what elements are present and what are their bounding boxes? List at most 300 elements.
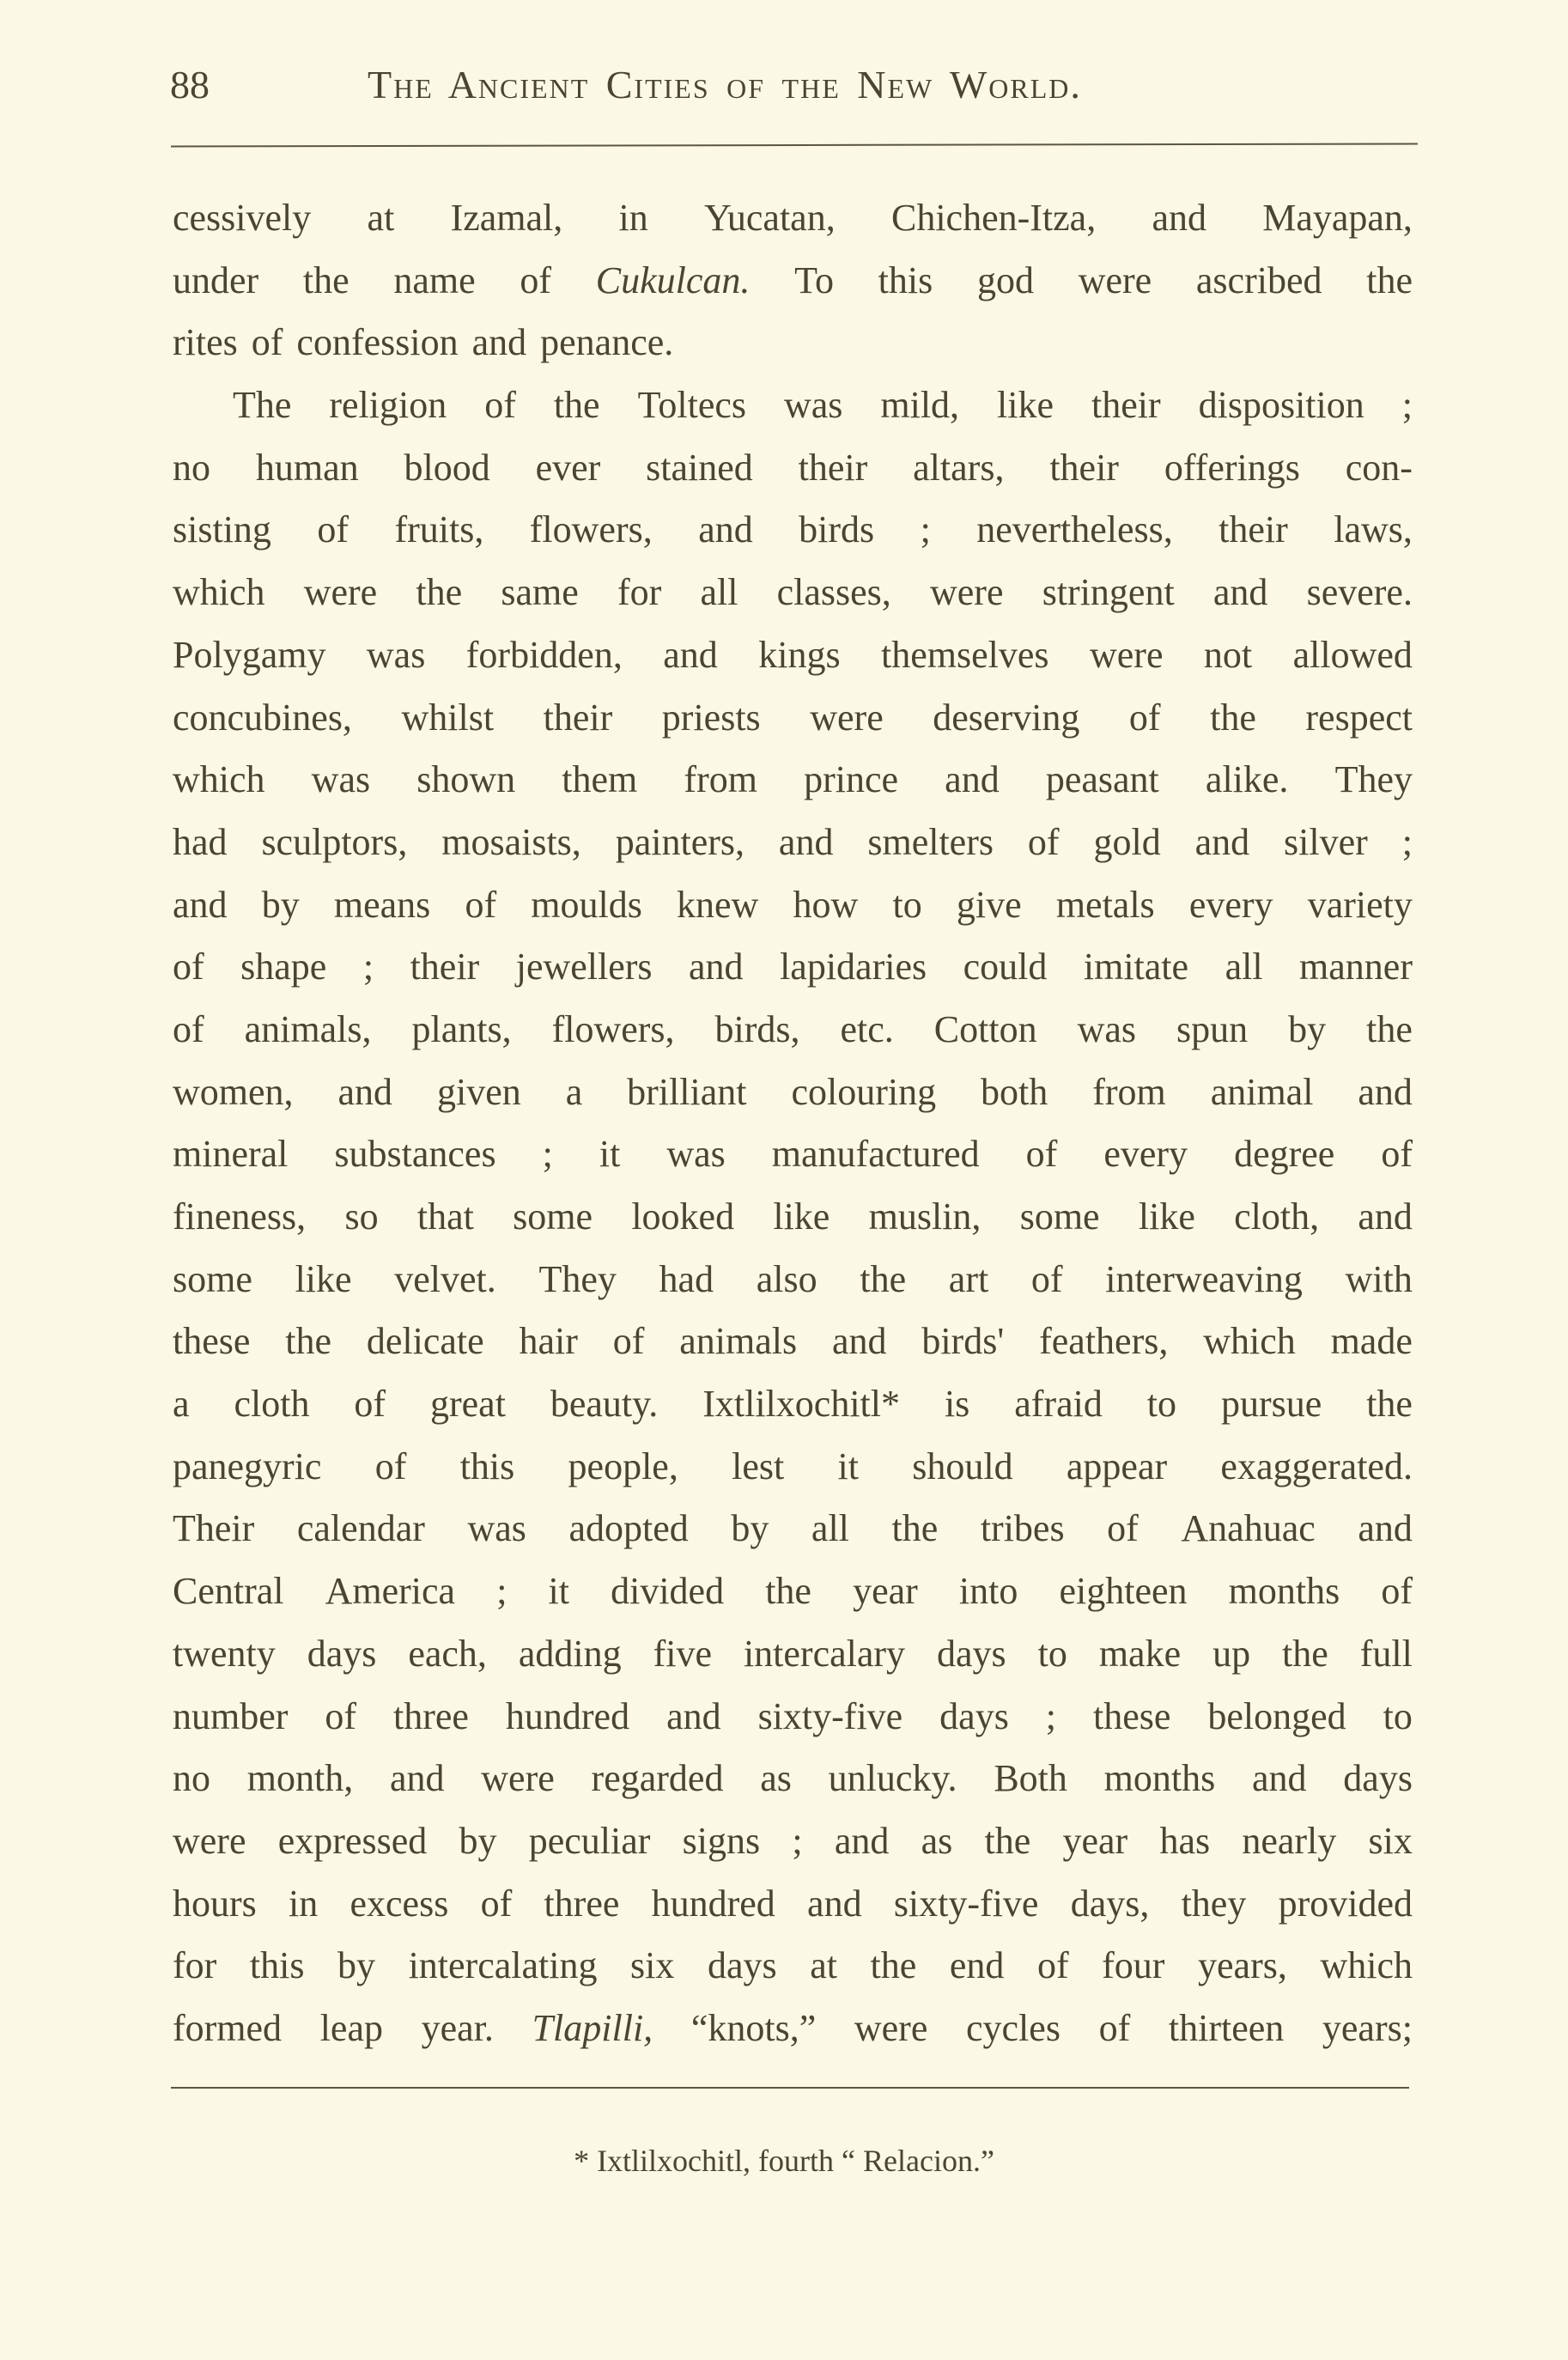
text-line — [173, 2001, 1413, 2064]
word: into — [958, 1570, 1018, 1613]
word: full — [1359, 1632, 1413, 1675]
word: this — [878, 259, 933, 301]
word: imitate — [1083, 946, 1189, 988]
word: Chichen-Itza, — [890, 197, 1097, 239]
word: year. — [421, 2006, 494, 2049]
word: give — [956, 883, 1022, 926]
word: ; — [1401, 820, 1413, 863]
word: the — [1366, 1383, 1413, 1426]
text-line — [173, 940, 1413, 1002]
word: of — [251, 321, 283, 364]
word: ; — [542, 1133, 553, 1176]
word: degree — [1234, 1133, 1335, 1176]
word: and — [1152, 197, 1206, 239]
word: deserving — [933, 696, 1080, 739]
word: three — [544, 1882, 620, 1925]
word: them — [562, 758, 638, 801]
word: laws, — [1334, 508, 1413, 551]
word: number — [173, 1694, 289, 1737]
word: up — [1212, 1632, 1251, 1675]
word: it — [548, 1570, 569, 1613]
word: con- — [1345, 446, 1413, 489]
word: disposition — [1198, 384, 1364, 427]
word: ascribed — [1195, 259, 1322, 301]
word: smelters — [867, 820, 994, 863]
word: to — [892, 883, 922, 926]
word: and — [1252, 1757, 1307, 1800]
word: art — [948, 1257, 989, 1300]
word: gold — [1093, 820, 1161, 863]
word: They — [1334, 758, 1413, 801]
word: looked — [631, 1195, 735, 1238]
word: the — [984, 1819, 1031, 1862]
word: so — [344, 1195, 379, 1238]
word: intercalating — [408, 1944, 598, 1987]
word: some — [513, 1195, 593, 1238]
word: which — [173, 571, 265, 614]
word: divided — [611, 1570, 725, 1613]
word: knew — [677, 883, 759, 926]
text-line — [173, 1252, 1413, 1315]
word: sixty-five — [893, 1882, 1039, 1925]
word: Their — [173, 1507, 255, 1550]
word: regarded — [591, 1757, 724, 1800]
text-line — [173, 1627, 1413, 1689]
word: etc. — [840, 1007, 894, 1050]
word: all — [1225, 946, 1263, 988]
text-line — [173, 1002, 1413, 1065]
word: were — [303, 571, 378, 614]
word: as — [760, 1757, 792, 1800]
word: no — [173, 446, 210, 489]
word: religion — [329, 384, 447, 427]
word: cessively — [173, 197, 312, 239]
word: velvet. — [394, 1257, 496, 1300]
word: by — [1288, 1007, 1327, 1050]
word: was — [1077, 1007, 1137, 1050]
word: of — [1036, 1944, 1069, 1987]
word: hundred — [505, 1694, 630, 1737]
word: expressed — [277, 1819, 428, 1862]
word: their — [543, 696, 613, 739]
word: was — [666, 1133, 726, 1176]
word: and — [471, 321, 527, 364]
word: like — [295, 1257, 352, 1300]
text-line — [173, 502, 1413, 565]
word: months — [1228, 1570, 1340, 1613]
word: cycles — [966, 2006, 1061, 2049]
word: ; — [920, 508, 931, 551]
word: the — [1210, 696, 1256, 739]
word: and — [337, 1070, 393, 1113]
word: in — [618, 197, 648, 239]
word: some — [1019, 1195, 1100, 1238]
word: year — [853, 1570, 918, 1613]
word: days — [937, 1632, 1006, 1675]
text-line — [173, 315, 1413, 378]
word: end — [949, 1944, 1005, 1987]
word: belonged — [1207, 1694, 1346, 1737]
word: a — [173, 1383, 190, 1426]
word: the — [860, 1257, 907, 1300]
word: at — [367, 197, 395, 239]
word: animal — [1210, 1070, 1314, 1113]
word: hair — [519, 1320, 578, 1363]
word: allowed — [1292, 633, 1413, 676]
word: of — [1381, 1133, 1413, 1176]
word: same — [501, 571, 579, 614]
text-line — [173, 191, 1413, 253]
word: nearly — [1242, 1819, 1337, 1862]
word: pursue — [1220, 1383, 1322, 1426]
word: every — [1188, 883, 1273, 926]
word: mild, — [880, 384, 960, 427]
word: manner — [1299, 946, 1413, 988]
text-line — [173, 378, 1413, 441]
word: animals, — [244, 1007, 372, 1050]
word: ; — [1045, 1694, 1057, 1737]
word: as — [921, 1819, 953, 1862]
text-line — [173, 690, 1413, 753]
word: means — [333, 883, 431, 926]
word: interweaving — [1105, 1257, 1303, 1300]
word: and — [1358, 1195, 1413, 1238]
word: all — [811, 1507, 849, 1550]
word: their — [1049, 446, 1119, 489]
word: ; — [362, 946, 374, 988]
word: make — [1098, 1632, 1182, 1675]
word: like — [773, 1195, 830, 1238]
word: spun — [1176, 1007, 1249, 1050]
word: the — [416, 571, 463, 614]
word: of — [520, 259, 552, 301]
word: was — [467, 1507, 526, 1550]
word: six — [1368, 1819, 1413, 1862]
word: at — [810, 1944, 837, 1987]
word: the — [891, 1507, 939, 1550]
word: by — [731, 1507, 769, 1550]
word: and — [945, 758, 1000, 801]
word: it — [837, 1445, 859, 1487]
word: for — [173, 1944, 217, 1987]
word: also — [756, 1257, 817, 1300]
word: women, — [173, 1070, 294, 1113]
word: tribes — [980, 1507, 1065, 1550]
word: animals — [679, 1320, 798, 1363]
word: was — [783, 384, 843, 427]
word: cloth, — [1234, 1195, 1320, 1238]
word: of — [1381, 1570, 1413, 1613]
footnote: * Ixtlilxochitl, fourth “ Relacion.” — [574, 2144, 994, 2178]
word: of — [317, 508, 349, 551]
word: provided — [1278, 1882, 1413, 1925]
word: with — [1345, 1257, 1413, 1300]
word: of — [173, 946, 204, 988]
word: these — [1093, 1694, 1171, 1737]
word: were — [854, 2006, 928, 2049]
word: days — [307, 1632, 377, 1675]
word: in — [289, 1882, 319, 1925]
word: lapidaries — [780, 946, 927, 988]
word: Both — [994, 1757, 1067, 1800]
word: three — [393, 1694, 469, 1737]
word: the — [765, 1570, 811, 1613]
word: brilliant — [627, 1070, 747, 1113]
word: signs — [682, 1819, 761, 1862]
word: given — [436, 1070, 521, 1113]
word: of — [465, 883, 497, 926]
word: lest — [732, 1445, 785, 1487]
word: and — [807, 1882, 862, 1925]
word: how — [793, 883, 859, 926]
word: hours — [173, 1882, 257, 1925]
word: mosaists, — [441, 820, 581, 863]
word: Izamal, — [450, 197, 563, 239]
word: appear — [1066, 1445, 1168, 1487]
word: all — [700, 571, 738, 614]
word: their — [1219, 508, 1288, 551]
text-line — [173, 1938, 1413, 2001]
page-number: 88 — [170, 63, 210, 106]
word: thirteen — [1168, 2006, 1285, 2049]
word: America — [325, 1570, 456, 1613]
word: and — [689, 946, 744, 988]
word: their — [410, 946, 480, 988]
word: silver — [1284, 820, 1368, 863]
word: the — [285, 1320, 332, 1363]
text-line — [173, 1689, 1413, 1752]
word: had — [659, 1257, 714, 1300]
word: days — [1343, 1757, 1413, 1800]
word: were — [1078, 259, 1152, 301]
word: of — [354, 1383, 386, 1426]
word: respect — [1305, 696, 1413, 739]
word: human — [255, 446, 359, 489]
text-line — [173, 1314, 1413, 1377]
word: flowers, — [529, 508, 653, 551]
word: like — [1138, 1195, 1195, 1238]
word: The — [233, 384, 292, 427]
word: and — [666, 1694, 721, 1737]
word: the — [1282, 1632, 1328, 1675]
word: their — [1091, 384, 1161, 427]
word: sixty-five — [757, 1694, 903, 1737]
word: and — [1358, 1070, 1413, 1113]
word: of — [484, 384, 516, 427]
text-line — [173, 1189, 1413, 1252]
word: and — [173, 883, 228, 926]
word: substances — [334, 1133, 496, 1176]
word: birds' — [921, 1320, 1005, 1363]
word: this — [459, 1445, 515, 1487]
word: To — [794, 259, 834, 301]
word: of — [480, 1882, 513, 1925]
word: painters, — [615, 820, 745, 863]
word: birds, — [714, 1007, 800, 1050]
text-line — [173, 1751, 1413, 1814]
word: leap — [319, 2006, 383, 2049]
word: were — [173, 1819, 246, 1862]
text-line — [173, 1065, 1413, 1128]
word: classes, — [776, 571, 891, 614]
word: days, — [1070, 1882, 1150, 1925]
word: that — [416, 1195, 474, 1238]
word: birds — [799, 508, 875, 551]
word: months — [1103, 1757, 1216, 1800]
text-line — [173, 1564, 1413, 1627]
word: this — [249, 1944, 305, 1987]
word: stringent — [1042, 571, 1175, 614]
body-text — [173, 191, 1413, 2064]
word: has — [1159, 1819, 1211, 1862]
word: adding — [518, 1632, 622, 1675]
word: themselves — [881, 633, 1049, 676]
word: plants, — [411, 1007, 512, 1050]
word: should — [912, 1445, 1013, 1487]
word: the — [1366, 259, 1413, 301]
word: panegyric — [173, 1445, 322, 1487]
word: of — [173, 1007, 204, 1050]
word: cloth — [234, 1383, 310, 1426]
word: of — [1128, 696, 1161, 739]
header-rule — [171, 143, 1418, 147]
word: nevertheless, — [976, 508, 1173, 551]
word: peasant — [1045, 758, 1159, 801]
word: and — [663, 633, 718, 676]
word: a — [565, 1070, 583, 1113]
text-line — [173, 1876, 1413, 1939]
word: from — [1092, 1070, 1166, 1113]
word: people, — [568, 1445, 678, 1487]
word: both — [981, 1070, 1048, 1113]
word: not — [1203, 633, 1253, 676]
word: ever — [535, 446, 601, 489]
word: Ixtlilxochitl* — [702, 1383, 900, 1426]
word: the — [870, 1944, 917, 1987]
text-line — [173, 441, 1413, 503]
word: manufactured — [771, 1133, 980, 1176]
word: these — [173, 1320, 251, 1363]
running-title: The Ancient Cities of the New World. — [368, 63, 1082, 106]
word: of — [1030, 1257, 1063, 1300]
word: afraid — [1014, 1383, 1103, 1426]
word: god — [976, 259, 1034, 301]
word: were — [930, 571, 1004, 614]
word: ; — [496, 1570, 507, 1613]
word: to — [1037, 1632, 1067, 1675]
text-line — [173, 628, 1413, 690]
word: days — [939, 1694, 1009, 1737]
word: kings — [758, 633, 841, 676]
word: shown — [416, 758, 516, 801]
word: confession — [296, 321, 459, 364]
word: were — [1089, 633, 1164, 676]
word: and — [834, 1819, 890, 1862]
word: from — [684, 758, 757, 801]
word: made — [1330, 1320, 1413, 1363]
word: were — [810, 696, 884, 739]
word: was — [366, 633, 426, 676]
word: sisting — [173, 508, 271, 551]
word: exaggerated. — [1220, 1445, 1413, 1487]
text-line — [173, 752, 1413, 815]
word: and — [1212, 571, 1268, 614]
word: name — [393, 259, 476, 301]
word: under — [173, 259, 259, 301]
word: of — [1098, 2006, 1131, 2049]
word: jewellers — [515, 946, 653, 988]
word: like — [997, 384, 1054, 427]
word: They — [538, 1257, 617, 1300]
word: rites — [173, 321, 238, 364]
word: great — [429, 1383, 506, 1426]
word: Cotton — [933, 1007, 1037, 1050]
word: stained — [646, 446, 753, 489]
text-line — [173, 1501, 1413, 1564]
word: forbidden, — [465, 633, 623, 676]
word: shape — [240, 946, 327, 988]
word: four — [1102, 1944, 1165, 1987]
word: eighteen — [1059, 1570, 1188, 1613]
word: moulds — [531, 883, 642, 926]
word: and — [831, 1320, 887, 1363]
word: feathers, — [1039, 1320, 1169, 1363]
word: years, — [1198, 1944, 1287, 1987]
word: Anahuac — [1181, 1507, 1316, 1550]
word: adopted — [568, 1507, 689, 1550]
word: every — [1103, 1133, 1188, 1176]
word: by — [459, 1819, 497, 1862]
text-line — [173, 878, 1413, 940]
word: and — [698, 508, 753, 551]
word: the — [1366, 1007, 1413, 1050]
word: six — [630, 1944, 675, 1987]
word: Central — [173, 1570, 284, 1613]
word: it — [599, 1133, 621, 1176]
word: which — [173, 758, 265, 801]
word: and — [389, 1757, 445, 1800]
word: of — [374, 1445, 407, 1487]
word: flowers, — [551, 1007, 675, 1050]
word: peculiar — [528, 1819, 651, 1862]
word: colouring — [791, 1070, 937, 1113]
word: variety — [1307, 883, 1413, 926]
text-line — [173, 1127, 1413, 1189]
word: formed — [173, 2006, 283, 2049]
word: they — [1181, 1882, 1247, 1925]
word: Mayapan, — [1262, 197, 1413, 239]
text-line — [173, 815, 1413, 878]
word: prince — [804, 758, 899, 801]
word: metals — [1055, 883, 1155, 926]
word: and — [778, 820, 834, 863]
word: beauty. — [550, 1383, 659, 1426]
word: concubines, — [173, 696, 352, 739]
word: had — [173, 820, 228, 863]
word: calendar — [296, 1507, 425, 1550]
text-line — [173, 1439, 1413, 1502]
word: fineness, — [173, 1195, 307, 1238]
word: and — [1194, 820, 1250, 863]
word: five — [653, 1632, 712, 1675]
word: their — [798, 446, 868, 489]
word: the — [302, 259, 349, 301]
word: delicate — [366, 1320, 484, 1363]
word: offerings — [1164, 446, 1300, 489]
word: sculptors, — [261, 820, 408, 863]
word: some — [173, 1257, 252, 1300]
footnote-rule — [171, 2087, 1409, 2089]
